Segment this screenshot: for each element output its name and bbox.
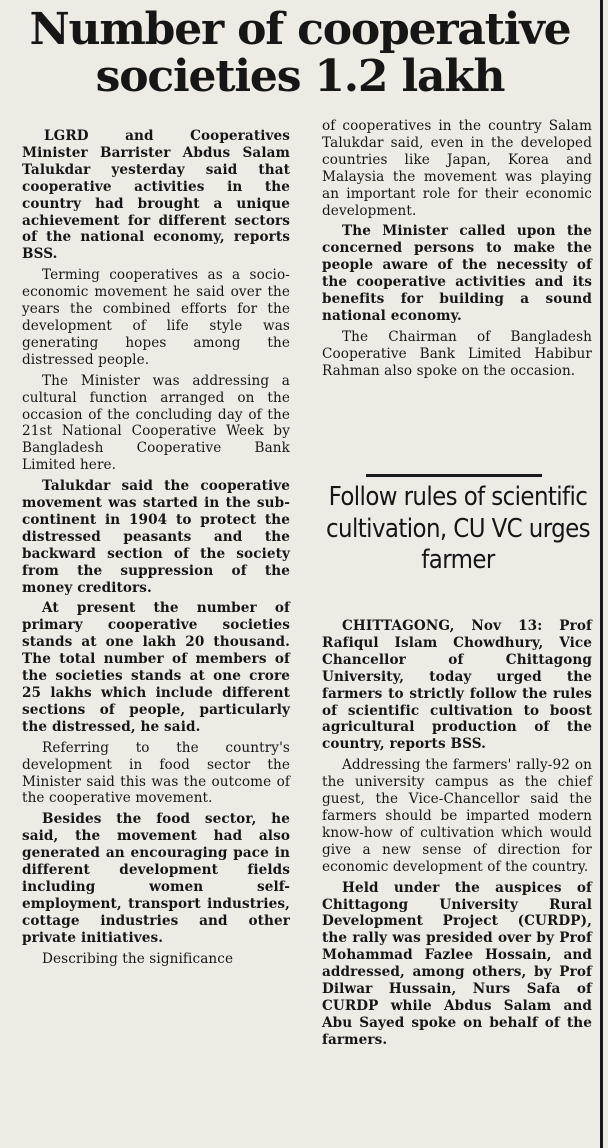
article-paragraph: of cooperatives in the country Salam Talukdar said, even in the developed countries like Japan, Korea and Malaysia the movement was playing an important role for their economic development. [322, 118, 592, 219]
article-paragraph: The Minister was addressing a cultural function arranged on the occasion of the concluding day of the 21st National Cooperative Week by Bangladesh Cooperative Bank Limited here. [22, 372, 290, 474]
story-divider [366, 474, 542, 477]
second-story-body [322, 618, 592, 1049]
article-paragraph: Talukdar said the cooperative movement was started in the sub-continent in 1904 to protect the distressed peasants and the backward section of the society from the suppression of the money creditors. [22, 478, 290, 596]
article-paragraph: Addressing the farmers' rally-92 on the university campus as the chief guest, the Vice-Chancellor said the farmers should be imparted modern know-how of cultivation which would give a new sense of direction for economic development of the country. [322, 757, 592, 875]
article-paragraph: CHITTAGONG, Nov 13: Prof Rafiqul Islam Chowdhury, Vice Chancellor of Chittagong University, today urged the farmers to strictly follow the rules of scientific cultivation to boost agricultural production of the country, reports BSS. [322, 618, 592, 753]
article-paragraph: Referring to the country's development in food sector the Minister said this was the outcome of the cooperative movement. [22, 739, 290, 807]
article-paragraph: Terming cooperatives as a socio-economic movement he said over the years the combined efforts for the development of life style was generating hopes among the distressed people. [22, 267, 290, 368]
article-paragraph: Held under the auspices of Chittagong University Rural Development Project (CURDP), the rally was presided over by Prof Mohammad Fazlee Hossain, and addressed, among others, by Prof Dilwar Hussain, Nurs Safa of CURDP while Abdus Salam and Abu Sayed spoke on behalf of the farmers. [322, 879, 592, 1048]
main-headline [0, 6, 600, 100]
article-paragraph: Describing the significance [42, 950, 234, 967]
article-paragraph: Besides the food sector, he said, the movement had also generated an encouraging pace in different development fields including women self-employment, transport industries, cottage industries and other private initiatives. [22, 811, 290, 946]
article-right-column [322, 118, 592, 380]
article-left-column [22, 128, 290, 968]
main-headline-line-2: societies 1.2 lakh [95, 51, 505, 102]
column-border [600, 0, 603, 1148]
main-headline-line-1: Number of cooperative [29, 4, 571, 55]
article-paragraph: At present the number of primary cooperative societies stands at one lakh 20 thousand. The total number of members of the societies stands at one crore 25 lakhs which include different sections of people, particularly the distressed, he said. [22, 600, 290, 735]
article-paragraph: The Chairman of Bangladesh Cooperative Bank Limited Habibur Rahman also spoke on the occasion. [322, 328, 592, 379]
second-story-headline: Follow rules of scientific cultivation, CU VC urges farmer [326, 482, 590, 575]
article-paragraph: LGRD and Cooperatives Minister Barrister Abdus Salam Talukdar yesterday said that cooperative activities in the country had brought a unique achievement for different sectors of the national economy, reports BSS. [22, 128, 290, 263]
article-paragraph: The Minister called upon the concerned persons to make the people aware of the necessity of the cooperative activities and its benefits for building a sound national economy. [322, 223, 592, 324]
